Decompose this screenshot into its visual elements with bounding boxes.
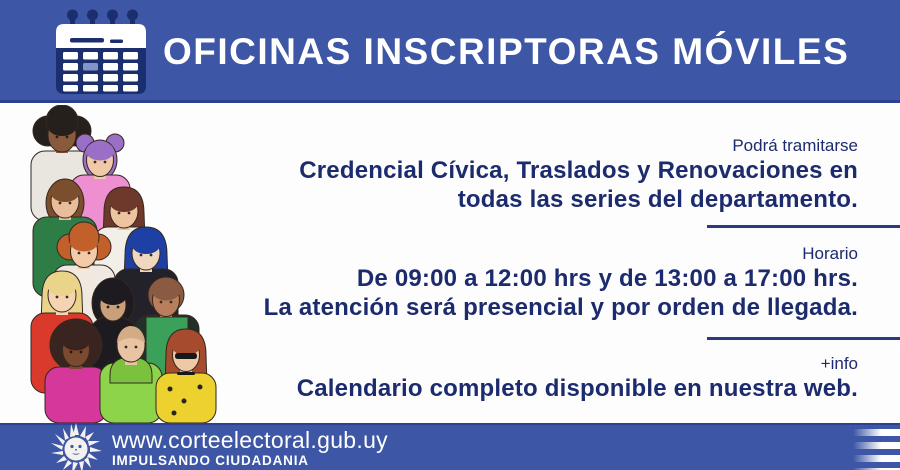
divider-2 [707, 337, 900, 340]
section-tramites-label: Podrá tramitarse [732, 136, 858, 155]
info-line-1: Calendario completo disponible en nuestra web. [296, 375, 858, 402]
website-url: www.corteelectoral.gub.uy [112, 427, 388, 453]
header-banner [0, 0, 900, 103]
section-tramites [235, 135, 858, 214]
divider-1 [707, 225, 900, 228]
info-panel [235, 135, 858, 403]
tramites-line-2: todas las series del departamento. [457, 186, 858, 213]
section-info-label: +info [820, 354, 858, 373]
footer-text-block [112, 428, 388, 468]
person-10 [45, 319, 107, 423]
horario-line-2: La atención será presencial y por orden de llegada. [263, 294, 858, 321]
group-of-women-illustration [22, 105, 232, 423]
section-horario-label: Horario [802, 244, 858, 263]
sun-logo-icon [48, 423, 104, 470]
horario-line-1: De 09:00 a 12:00 hrs y de 13:00 a 17:00 hrs. [356, 265, 858, 292]
calendar-icon [52, 8, 146, 96]
footer-banner [0, 423, 900, 470]
page-title: OFICINAS INSCRIPTORAS MÓVILES [163, 31, 850, 72]
section-horario [235, 243, 858, 322]
section-info [235, 353, 858, 403]
footer-tagline: IMPULSANDO CIUDADANIA [112, 453, 309, 468]
flag-stripes-decoration [853, 427, 900, 470]
tramites-line-1: Credencial Cívica, Traslados y Renovaciones en [299, 157, 858, 184]
